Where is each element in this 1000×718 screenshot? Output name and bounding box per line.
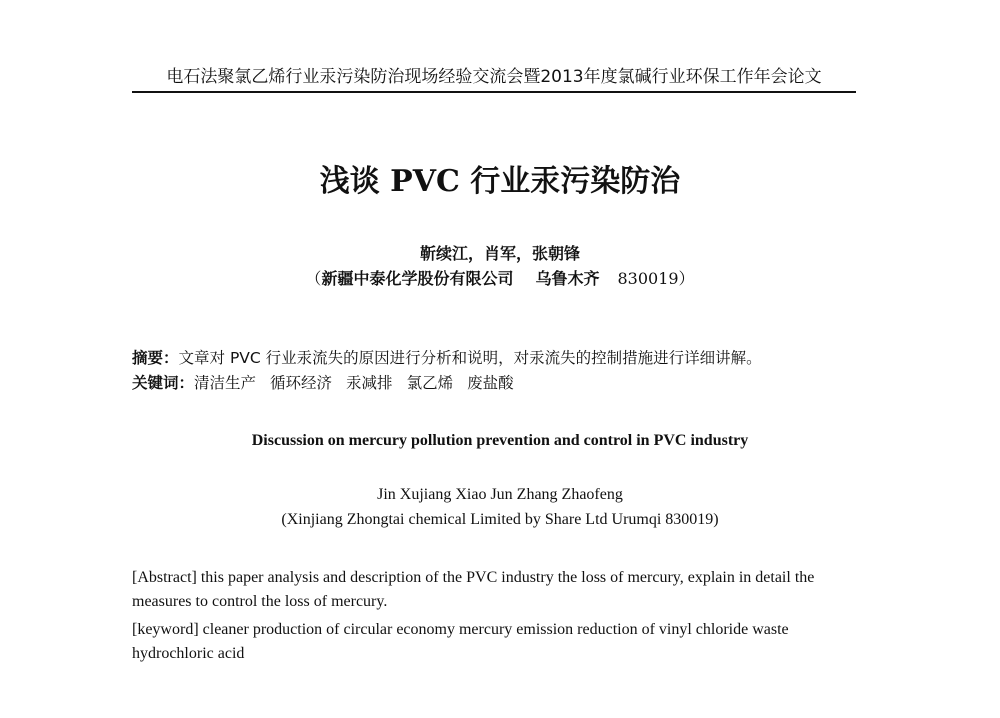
keywords-cn <box>132 371 872 393</box>
keywords-label-cn: 关键词： <box>132 374 195 392</box>
keyword-item-cn: 循环经济 <box>270 374 333 392</box>
keyword-item-cn: 废盐酸 <box>467 374 514 392</box>
affiliation-en: (Xinjiang Zhongtai chemical Limited by Share Ltd Urumqi 830019) <box>281 511 719 528</box>
keyword-item-cn: 氯乙烯 <box>406 374 454 392</box>
abstract-cn <box>132 346 872 368</box>
paper-title-en: Discussion on mercury pollution prevention and control in PVC industry <box>251 432 749 449</box>
affiliation-open-paren: （ <box>305 269 322 288</box>
affiliation-close-paren: ） <box>678 269 695 288</box>
affiliation-zip-cn: 830019 <box>617 269 679 288</box>
abstract-label-cn: 摘要： <box>132 349 179 367</box>
keyword-en: [keyword] cleaner production of circular economy mercury emission reduction of vinyl chloride waste hydrochloric acid <box>132 621 789 662</box>
authors-cn: 靳续江，肖军，张朝锋 <box>419 244 580 263</box>
affiliation-cn <box>0 266 1000 289</box>
keyword-item-cn: 汞减排 <box>346 374 393 392</box>
abstract-en: [Abstract] this paper analysis and description of the PVC industry the loss of mercury, explain in detail the measures to control the loss of mercury. <box>132 569 815 610</box>
abstract-text-cn: 文章对 PVC 行业汞流失的原因进行分析和说明，对汞流失的控制措施进行详细讲解。 <box>178 349 762 367</box>
authors-en: Jin Xujiang Xiao Jun Zhang Zhaofeng <box>377 486 623 503</box>
keyword-item-cn: 清洁生产 <box>194 374 257 392</box>
affiliation-org-cn: 新疆中泰化学股份有限公司 <box>321 269 514 288</box>
affiliation-city-cn: 乌鲁木齐 <box>535 269 600 288</box>
header-rule <box>132 91 856 93</box>
paper-title-cn: 浅谈 PVC 行业汞污染防治 <box>319 164 681 199</box>
conference-header: 电石法聚氯乙烯行业汞污染防治现场经验交流会暨2013年度氯碱行业环保工作年会论文 <box>166 67 822 87</box>
